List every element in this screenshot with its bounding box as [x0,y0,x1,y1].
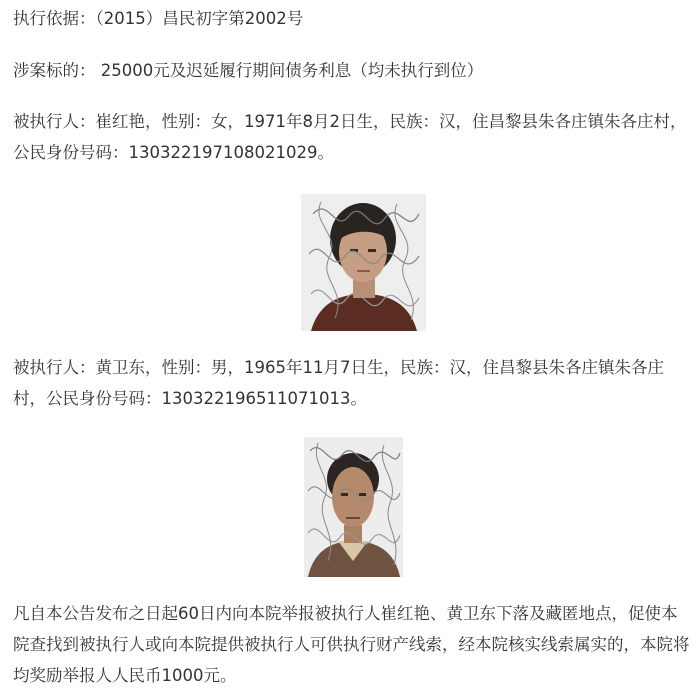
execution-basis-label: 执行依据： [13,9,96,28]
case-subject-label: 涉案标的： [13,61,96,80]
debtor-1-info: 被执行人：崔红艳，性别：女，1971年8月2日生，民族：汉，住昌黎县朱各庄镇朱各庄村，公民身份号码：130322197108021029。 [13,112,687,162]
debtor-2-photo [304,437,403,577]
execution-basis-value: （2015）昌民初字第2002号 [95,9,304,28]
reward-announcement: 凡自本公告发布之日起60日内向本院举报被执行人崔红艳、黄卫东下落及藏匿地点，促使本院查找到被执行人或向本院提供被执行人可供执行财产线索，经本院核实线索属实的，本院将均奖励举报人人民币1000元。 [13,604,690,685]
case-subject [13,55,693,86]
execution-basis [13,3,693,34]
case-subject-value: 25000元及迟延履行期间债务利息（均未执行到位） [95,61,484,80]
debtor-1-photo [301,194,426,331]
debtor-2-info: 被执行人：黄卫东，性别：男，1965年11月7日生，民族：汉，住昌黎县朱各庄镇朱各庄村，公民身份号码：130322196511071013。 [13,358,664,408]
